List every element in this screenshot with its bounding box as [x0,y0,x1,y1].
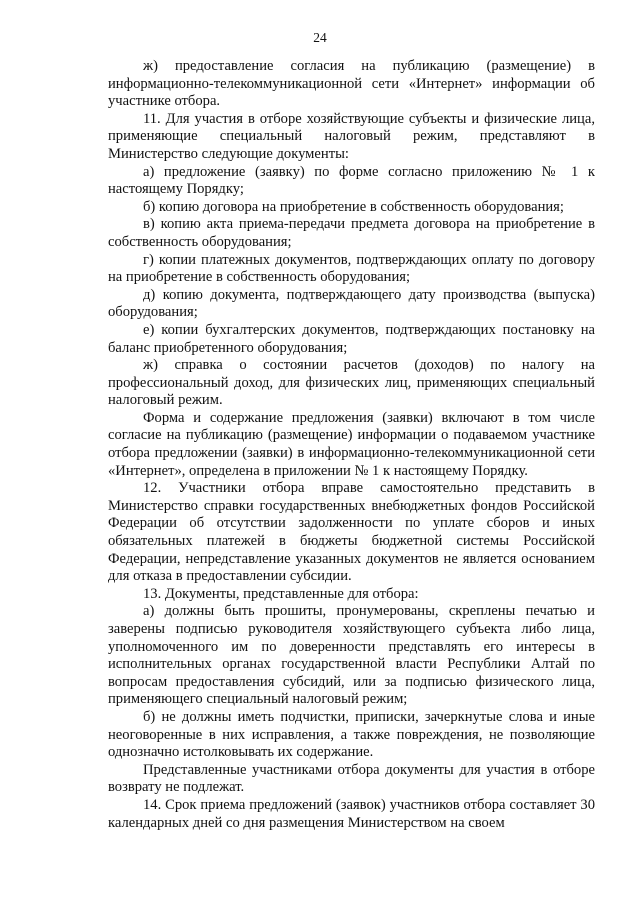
paragraph: Форма и содержание предложения (заявки) включают в том числе согласие на публикацию (размещение) информации о подаваемом участнике отбора предложении (заявки) в информационно-телекоммуникационной сети «Интернет», определена в приложении № 1 к настоящему Порядку. [108,409,595,479]
paragraph: 12. Участники отбора вправе самостоятельно представить в Министерство справки государственных внебюджетных фондов Российской Федерации об отсутствии задолженности по уплате сборов и иных обязательных платежей в бюджеты бюджетной системы Российской Федерации, непредставление указанных документов не является основанием для отказа в предоставлении субсидии. [108,480,595,585]
paragraph: Представленные участниками отбора документы для участия в отборе возврату не подлежат. [108,761,595,796]
paragraph: 14. Срок приема предложений (заявок) участников отбора составляет 30 календарных дней со дня размещения Министерством на своем [108,796,595,831]
document-body [108,58,595,832]
paragraph: 13. Документы, представленные для отбора: [143,585,419,602]
paragraph: 11. Для участия в отборе хозяйствующие субъекты и физические лица, применяющие специальный налоговый режим, представляют в Министерство следующие документы: [108,110,595,162]
paragraph: б) копию договора на приобретение в собственность оборудования; [143,198,564,215]
paragraph: а) должны быть прошиты, пронумерованы, скреплены печатью и заверены подписью руководителя хозяйствующего субъекта либо лица, уполномоченного им по доверенности представлять его интересы в исполнительных органах государственной власти Республики Алтай по вопросам предоставления субсидий, или за подписью физического лица, применяющего специальный налоговый режим; [108,603,595,708]
paragraph: ж) справка о состоянии расчетов (доходов) по налогу на профессиональный доход, для физических лиц, применяющих специальный налоговый режим. [108,357,595,409]
paragraph: г) копии платежных документов, подтверждающих оплату по договору на приобретение в собственность оборудования; [108,251,595,286]
paragraph: в) копию акта приема-передачи предмета договора на приобретение в собственность оборудования; [108,216,595,250]
paragraph: д) копию документа, подтверждающего дату производства (выпуска) оборудования; [108,286,595,321]
paragraph: б) не должны иметь подчистки, приписки, зачеркнутые слова и иные неоговоренные в них исправления, а также повреждения, не позволяющие однозначно истолковывать их содержание. [108,708,595,761]
paragraph: е) копии бухгалтерских документов, подтверждающих постановку на баланс приобретенного оборудования; [108,321,595,356]
paragraph: а) предложение (заявку) по форме согласно приложению № 1 к настоящему Порядку; [108,163,595,198]
paragraph: ж) предоставление согласия на публикацию (размещение) в информационно-телекоммуникационной сети «Интернет» информации об участнике отбора. [108,58,595,110]
page-number: 24 [313,30,327,45]
